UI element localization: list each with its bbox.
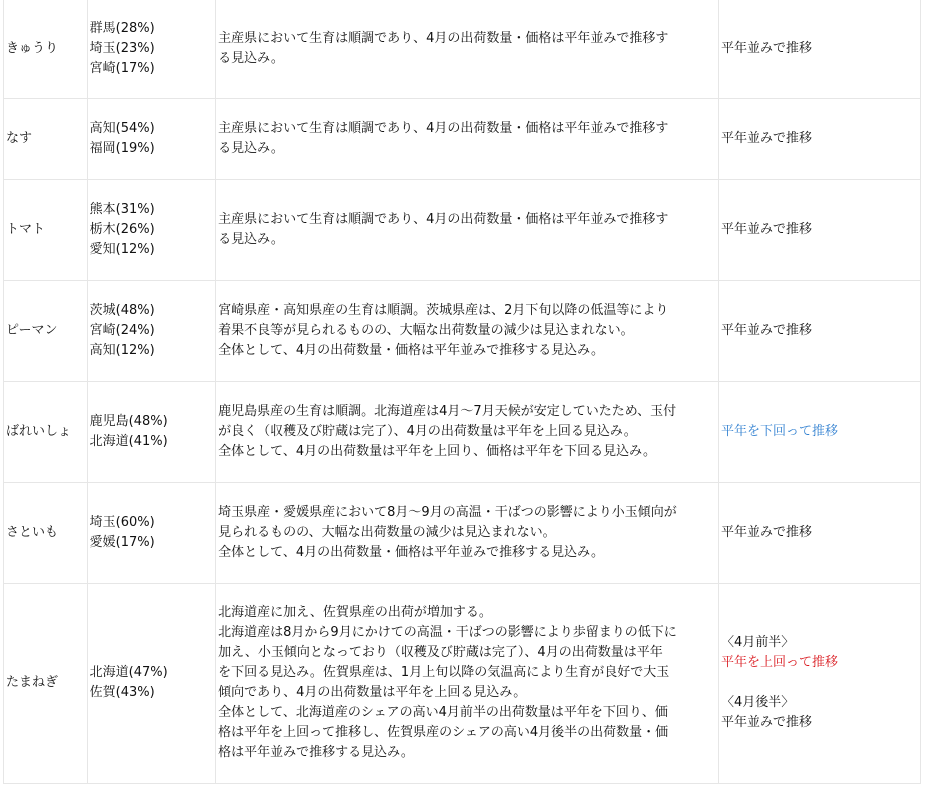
outlook-text bbox=[216, 280, 719, 381]
outlook-line: る見込み。 bbox=[218, 50, 284, 66]
item-name: さといも bbox=[4, 482, 88, 583]
producer-share: 北海道(41%) bbox=[89, 433, 168, 449]
producer-share: 宮崎(24%) bbox=[89, 322, 155, 338]
outlook-line: 主産県において生育は順調であり、4月の出荷数量・価格は平年並みで推移す bbox=[218, 30, 669, 46]
producer-share: 高知(54%) bbox=[89, 120, 155, 136]
spacer bbox=[721, 673, 918, 693]
producer-share: 宮崎(17%) bbox=[89, 60, 155, 76]
outlook-line: 北海道産に加え、佐賀県産の出荷が増加する。 bbox=[218, 605, 492, 620]
producer-share: 佐賀(43%) bbox=[89, 685, 155, 700]
outlook-line: 主産県において生育は順調であり、4月の出荷数量・価格は平年並みで推移す bbox=[218, 120, 669, 136]
outlook-line: る見込み。 bbox=[218, 231, 284, 247]
outlook-line: が良く（収穫及び貯蔵は完了）、4月の出荷数量は平年を上回る見込み。 bbox=[218, 423, 637, 439]
item-name: トマト bbox=[4, 179, 88, 280]
producer-share: 埼玉(23%) bbox=[89, 40, 155, 56]
producer-list bbox=[87, 280, 216, 381]
outlook-line: 全体として、4月の出荷数量・価格は平年並みで推移する見込み。 bbox=[218, 544, 604, 560]
producer-list bbox=[87, 381, 216, 482]
producer-share: 栃木(26%) bbox=[89, 221, 155, 237]
outlook-text bbox=[216, 0, 719, 98]
producer-share: 愛媛(17%) bbox=[89, 534, 155, 550]
outlook-line: 全体として、4月の出荷数量・価格は平年並みで推移する見込み。 bbox=[218, 342, 604, 358]
price-outlook: 平年並みで推移 bbox=[719, 98, 921, 179]
producer-share: 熊本(31%) bbox=[89, 201, 155, 217]
item-name: たまねぎ bbox=[4, 583, 88, 783]
producer-share: 茨城(48%) bbox=[89, 302, 155, 318]
outlook-text bbox=[216, 381, 719, 482]
producer-list bbox=[87, 98, 216, 179]
item-name: ピーマン bbox=[4, 280, 88, 381]
vegetable-outlook-table bbox=[3, 0, 921, 784]
outlook-line: 埼玉県産・愛媛県産において8月～9月の高温・干ばつの影響により小玉傾向が bbox=[218, 504, 677, 520]
producer-list bbox=[87, 179, 216, 280]
producer-list bbox=[87, 583, 216, 783]
producer-share: 高知(12%) bbox=[89, 342, 155, 358]
item-name: なす bbox=[4, 98, 88, 179]
table-row bbox=[4, 482, 921, 583]
outlook-line: 着果不良等が見られるものの、大幅な出荷数量の減少は見込まれない。 bbox=[218, 322, 634, 338]
producer-share: 群馬(28%) bbox=[89, 20, 155, 36]
outlook-line: 鹿児島県産の生育は順調。北海道産は4月～7月天候が安定していたため、玉付 bbox=[218, 403, 677, 419]
outlook-line: 見られるものの、大幅な出荷数量の減少は見込まれない。 bbox=[218, 524, 556, 540]
producer-list bbox=[87, 482, 216, 583]
outlook-text bbox=[216, 179, 719, 280]
outlook-line: 傾向であり、4月の出荷数量は平年を上回る見込み。 bbox=[218, 685, 527, 700]
producer-share: 北海道(47%) bbox=[89, 665, 168, 680]
price-outlook: 平年並みで推移 bbox=[719, 179, 921, 280]
outlook-line: を下回る見込み。佐賀県産は、1月上旬以降の気温高により生育が良好で大玉 bbox=[218, 665, 670, 680]
outlook-line: る見込み。 bbox=[218, 140, 284, 156]
outlook-line: 格は平年を上回って推移し、佐賀県産のシェアの高い4月後半の出荷数量・価 bbox=[218, 725, 669, 740]
producer-share: 愛知(12%) bbox=[89, 241, 155, 257]
table-row bbox=[4, 0, 921, 98]
price-outlook: 平年並みで推移 bbox=[719, 482, 921, 583]
table-row bbox=[4, 583, 921, 783]
item-name: ばれいしょ bbox=[4, 381, 88, 482]
table-row bbox=[4, 280, 921, 381]
table-row bbox=[4, 381, 921, 482]
table-row bbox=[4, 98, 921, 179]
price-outlook bbox=[719, 583, 921, 783]
price-outlook-first-half: 平年を上回って推移 bbox=[721, 655, 839, 670]
table-row bbox=[4, 179, 921, 280]
producer-share: 埼玉(60%) bbox=[89, 514, 155, 530]
producer-list bbox=[87, 0, 216, 98]
outlook-line: 宮崎県産・高知県産の生育は順調。茨城県産は、2月下旬以降の低温等により bbox=[218, 302, 669, 318]
price-outlook: 平年並みで推移 bbox=[719, 280, 921, 381]
outlook-line: 全体として、北海道産のシェアの高い4月前半の出荷数量は平年を下回り、価 bbox=[218, 705, 668, 720]
outlook-line: 北海道産は8月から9月にかけての高温・干ばつの影響により歩留まりの低下に bbox=[218, 625, 677, 640]
outlook-text bbox=[216, 583, 719, 783]
outlook-line: 全体として、4月の出荷数量は平年を上回り、価格は平年を下回る見込み。 bbox=[218, 443, 656, 459]
period-label: 〈4月前半〉 bbox=[721, 635, 795, 650]
outlook-line: 主産県において生育は順調であり、4月の出荷数量・価格は平年並みで推移す bbox=[218, 211, 669, 227]
outlook-text bbox=[216, 98, 719, 179]
outlook-line: 格は平年並みで推移する見込み。 bbox=[218, 745, 414, 760]
outlook-text bbox=[216, 482, 719, 583]
producer-share: 鹿児島(48%) bbox=[89, 413, 168, 429]
period-label: 〈4月後半〉 bbox=[721, 695, 795, 710]
producer-share: 福岡(19%) bbox=[89, 140, 155, 156]
outlook-line: 加え、小玉傾向となっており（収穫及び貯蔵は完了）、4月の出荷数量は平年 bbox=[218, 645, 663, 660]
price-outlook: 平年を下回って推移 bbox=[719, 381, 921, 482]
price-outlook-second-half: 平年並みで推移 bbox=[721, 715, 813, 730]
item-name: きゅうり bbox=[4, 0, 88, 98]
price-outlook: 平年並みで推移 bbox=[719, 0, 921, 98]
